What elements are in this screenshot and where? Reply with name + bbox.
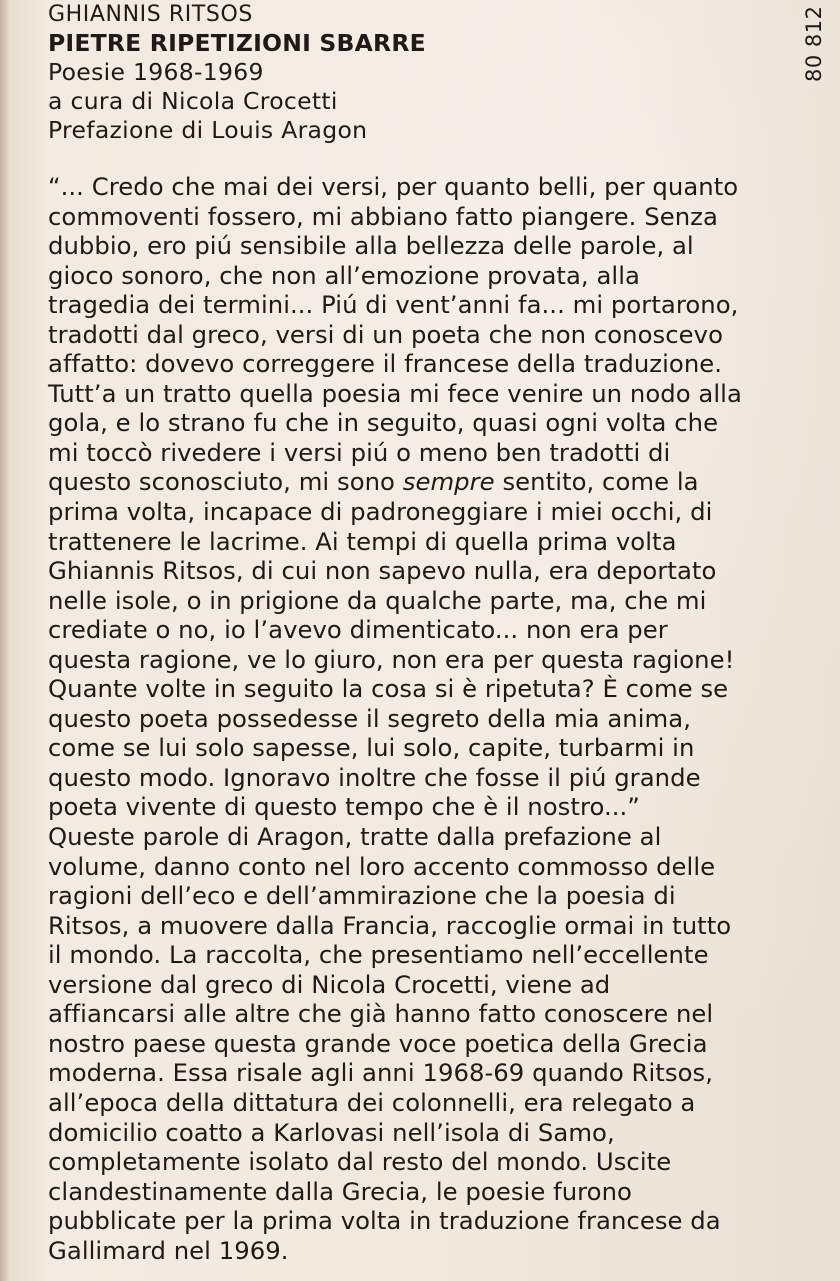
italic-word: sempre: [402, 467, 495, 497]
text-line: questo modo. Ignoravo inoltre che fosse il piú grande: [48, 762, 701, 792]
book-title: PIETRE RIPETIZIONI SBARRE: [48, 29, 426, 57]
text-line: il mondo. La raccolta, che presentiamo nell’eccellente: [48, 940, 709, 970]
text-line: affatto: dovevo correggere il francese della traduzione.: [48, 349, 723, 379]
text-line: trattenere le lacrime. Ai tempi di quella prima volta: [48, 526, 677, 556]
text-line: questo poeta possedesse il segreto della mia anima,: [48, 703, 691, 733]
text-line: Ritsos, a muovere dalla Francia, raccoglie ormai in tutto: [48, 910, 732, 940]
author-name: GHIANNIS RITSOS: [48, 2, 253, 27]
text-line: clandestinamente dalla Grecia, le poesie furono: [48, 1176, 632, 1206]
text-line: Tutt’a un tratto quella poesia mi fece venire un nodo alla: [48, 378, 742, 408]
cover-header: [48, 0, 788, 145]
blurb-text: [48, 172, 800, 1265]
text-line: affiancarsi alle altre che già hanno fatto conoscere nel: [48, 999, 714, 1029]
text-line: tradotti dal greco, versi di un poeta che non conoscevo: [48, 319, 724, 349]
text-line: “... Credo che mai dei versi, per quanto belli, per quanto: [48, 172, 739, 201]
text-line: nostro paese questa grande voce poetica della Grecia: [48, 1028, 708, 1058]
text-line: Queste parole di Aragon, tratte dalla prefazione al: [48, 822, 662, 852]
text-line: tragedia dei termini... Piú di vent’anni fa... mi portarono,: [48, 290, 739, 320]
catalog-number: 80 812: [802, 5, 826, 82]
text-line: volume, danno conto nel loro accento commosso delle: [48, 851, 716, 881]
book-subtitle: Poesie 1968-1969: [48, 58, 264, 86]
text-line: dubbio, ero piú sensibile alla bellezza delle parole, al: [48, 231, 694, 261]
text-line: domicilio coatto a Karlovasi nell’isola di Samo,: [48, 1117, 615, 1147]
text-line: completamente isolato dal resto del mondo. Uscite: [48, 1147, 672, 1177]
text-line: ragioni dell’eco e dell’ammirazione che la poesia di: [48, 881, 676, 911]
text-line: versione dal greco di Nicola Crocetti, viene ad: [48, 969, 611, 999]
text-line: Gallimard nel 1969.: [48, 1235, 289, 1265]
text-line-italic: [48, 467, 800, 497]
text-line: pubblicate per la prima volta in traduzione francese da: [48, 1206, 721, 1236]
editor-credit: a cura di Nicola Crocetti: [48, 87, 338, 115]
text-line: Quante volte in seguito la cosa si è ripetuta? È come se: [48, 674, 729, 704]
text-line: gioco sonoro, che non all’emozione provata, alla: [48, 260, 640, 290]
text-line: questa ragione, ve lo giuro, non era per questa ragione!: [48, 644, 735, 674]
text-line: poeta vivente di questo tempo che è il nostro...”: [48, 792, 640, 822]
text-line: moderna. Essa risale agli anni 1968-69 quando Ritsos,: [48, 1058, 713, 1088]
text-line: commoventi fossero, mi abbiano fatto piangere. Senza: [48, 201, 718, 231]
preface-credit: Prefazione di Louis Aragon: [48, 116, 368, 144]
text-line: mi toccò rivedere i versi piú o meno ben tradotti di: [48, 437, 671, 467]
text-line: Ghiannis Ritsos, di cui non sapevo nulla, era deportato: [48, 556, 717, 586]
text-line: all’epoca della dittatura dei colonnelli, era relegato a: [48, 1087, 696, 1117]
text-line: come se lui solo sapesse, lui solo, capite, turbarmi in: [48, 733, 695, 763]
text-line: crediate o no, io l’avevo dimenticato... non era per: [48, 615, 668, 645]
text-segment: questo sconosciuto, mi sono: [48, 467, 403, 497]
text-line: gola, e lo strano fu che in seguito, quasi ogni volta che: [48, 408, 719, 438]
text-line: nelle isole, o in prigione da qualche parte, ma, che mi: [48, 585, 707, 615]
spine-shadow: [0, 0, 10, 1281]
text-line: prima volta, incapace di padroneggiare i miei occhi, di: [48, 497, 713, 527]
text-segment: sentito, come la: [494, 467, 699, 497]
